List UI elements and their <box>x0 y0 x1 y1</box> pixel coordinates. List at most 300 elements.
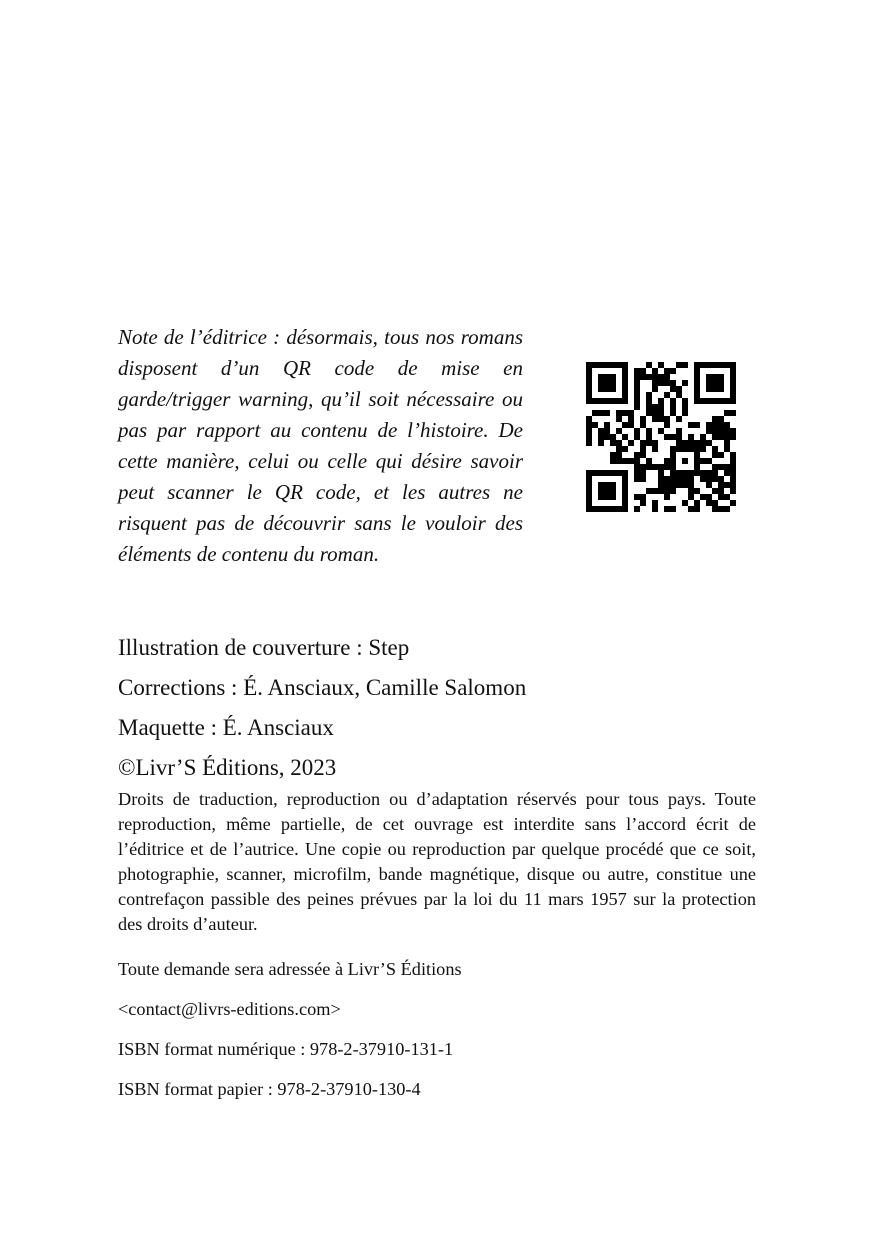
qr-module <box>598 440 604 446</box>
qr-module <box>640 368 646 374</box>
qr-module <box>688 440 694 446</box>
qr-module <box>658 482 664 488</box>
qr-module <box>586 488 592 494</box>
qr-module <box>706 428 712 434</box>
qr-module <box>586 482 592 488</box>
qr-module <box>730 428 736 434</box>
qr-module <box>646 362 652 368</box>
qr-module <box>724 434 730 440</box>
qr-module <box>616 446 622 452</box>
qr-module <box>682 470 688 476</box>
qr-module <box>598 380 604 386</box>
qr-module <box>652 464 658 470</box>
qr-module <box>724 446 730 452</box>
qr-module <box>724 494 730 500</box>
qr-module <box>586 494 592 500</box>
qr-module <box>670 458 676 464</box>
qr-module <box>622 374 628 380</box>
qr-module <box>610 506 616 512</box>
qr-module <box>586 500 592 506</box>
qr-module <box>694 488 700 494</box>
qr-module <box>706 440 712 446</box>
qr-module <box>670 488 676 494</box>
qr-module <box>730 398 736 404</box>
qr-module <box>640 422 646 428</box>
qr-module <box>652 374 658 380</box>
qr-module <box>694 470 700 476</box>
qr-module <box>622 422 628 428</box>
qr-module <box>694 374 700 380</box>
qr-module <box>718 428 724 434</box>
qr-module <box>676 434 682 440</box>
qr-module <box>712 470 718 476</box>
corrections-credit: Corrections : É. Ansciaux, Camille Salomon <box>118 675 527 700</box>
qr-module <box>616 428 622 434</box>
qr-module <box>670 368 676 374</box>
qr-module <box>616 362 622 368</box>
qr-module <box>652 416 658 422</box>
qr-module <box>634 392 640 398</box>
qr-module <box>670 398 676 404</box>
qr-module <box>664 380 670 386</box>
qr-module <box>634 368 640 374</box>
qr-module <box>688 482 694 488</box>
qr-module <box>592 398 598 404</box>
qr-module <box>730 392 736 398</box>
qr-module <box>640 500 646 506</box>
qr-module <box>640 374 646 380</box>
qr-module <box>694 362 700 368</box>
qr-module <box>622 380 628 386</box>
qr-module <box>724 464 730 470</box>
qr-module <box>652 404 658 410</box>
qr-module <box>586 374 592 380</box>
qr-module <box>652 446 658 452</box>
qr-module <box>688 476 694 482</box>
qr-module <box>634 404 640 410</box>
qr-module <box>592 422 598 428</box>
qr-module <box>688 470 694 476</box>
qr-module <box>610 380 616 386</box>
qr-module <box>592 470 598 476</box>
qr-module <box>694 422 700 428</box>
layout-credit: Maquette : É. Ansciaux <box>118 715 334 740</box>
qr-module <box>622 392 628 398</box>
qr-module <box>730 458 736 464</box>
qr-module <box>724 428 730 434</box>
qr-module <box>712 500 718 506</box>
qr-module <box>718 434 724 440</box>
qr-module <box>622 410 628 416</box>
qr-module <box>616 470 622 476</box>
qr-module <box>706 470 712 476</box>
qr-module <box>712 464 718 470</box>
qr-module <box>694 392 700 398</box>
qr-module <box>712 452 718 458</box>
qr-module <box>610 482 616 488</box>
qr-module <box>634 458 640 464</box>
qr-module <box>730 482 736 488</box>
qr-module <box>730 374 736 380</box>
qr-module <box>694 464 700 470</box>
qr-module <box>616 440 622 446</box>
qr-module <box>718 464 724 470</box>
qr-module <box>712 398 718 404</box>
qr-module <box>700 398 706 404</box>
qr-module <box>664 488 670 494</box>
qr-module <box>670 386 676 392</box>
qr-module <box>646 398 652 404</box>
qr-module <box>730 410 736 416</box>
qr-module <box>694 500 700 506</box>
qr-module <box>604 494 610 500</box>
qr-module <box>652 506 658 512</box>
qr-module <box>670 470 676 476</box>
qr-module <box>730 500 736 506</box>
qr-module <box>598 410 604 416</box>
qr-module <box>706 482 712 488</box>
qr-module <box>622 482 628 488</box>
qr-module <box>622 398 628 404</box>
qr-module <box>616 410 622 416</box>
qr-module <box>706 398 712 404</box>
qr-module <box>730 386 736 392</box>
qr-module <box>598 470 604 476</box>
qr-module <box>724 398 730 404</box>
qr-module <box>670 452 676 458</box>
qr-module <box>718 506 724 512</box>
qr-module <box>592 362 598 368</box>
qr-module <box>712 446 718 452</box>
qr-module <box>676 416 682 422</box>
qr-module <box>586 386 592 392</box>
qr-module <box>724 362 730 368</box>
qr-module <box>718 494 724 500</box>
qr-module <box>694 446 700 452</box>
qr-module <box>634 428 640 434</box>
qr-module <box>640 446 646 452</box>
qr-module <box>622 488 628 494</box>
qr-module <box>724 482 730 488</box>
publisher-note: Note de l’éditrice : désormais, tous nos romans disposent d’un QR code de mise en garde/trigger warning, qu’il soit nécessaire ou pas par rapport au contenu de l’histoire. De cette manière, celui ou celle qui désire savoir peut scanner le QR code, et les autres ne risquent pas de découvrir sans le vouloir des éléments de contenu du roman. <box>118 325 523 566</box>
qr-module <box>664 422 670 428</box>
qr-module <box>646 440 652 446</box>
qr-module <box>706 362 712 368</box>
qr-module <box>628 422 634 428</box>
qr-module <box>616 506 622 512</box>
qr-module <box>634 476 640 482</box>
qr-module <box>634 452 640 458</box>
qr-module <box>700 458 706 464</box>
contact-request: Toute demande sera adressée à Livr’S Éditions <box>118 959 462 979</box>
qr-module <box>652 410 658 416</box>
qr-module <box>670 380 676 386</box>
qr-module <box>604 362 610 368</box>
qr-module <box>652 386 658 392</box>
qr-module <box>598 374 604 380</box>
qr-module <box>604 482 610 488</box>
qr-module <box>724 422 730 428</box>
qr-module <box>670 404 676 410</box>
qr-module <box>700 362 706 368</box>
qr-module <box>688 494 694 500</box>
qr-module <box>706 476 712 482</box>
qr-module <box>730 452 736 458</box>
qr-module <box>586 434 592 440</box>
qr-module <box>610 386 616 392</box>
qr-module <box>658 470 664 476</box>
qr-module <box>682 440 688 446</box>
qr-module <box>694 440 700 446</box>
qr-module <box>604 428 610 434</box>
qr-module <box>622 362 628 368</box>
qr-module <box>718 374 724 380</box>
qr-module <box>664 374 670 380</box>
qr-module <box>610 440 616 446</box>
qr-module <box>622 434 628 440</box>
qr-module <box>628 440 634 446</box>
qr-module <box>622 368 628 374</box>
qr-module <box>610 374 616 380</box>
qr-module <box>610 488 616 494</box>
qr-module <box>712 476 718 482</box>
qr-module <box>646 404 652 410</box>
qr-module <box>592 506 598 512</box>
qr-module <box>622 470 628 476</box>
qr-module <box>598 506 604 512</box>
qr-module <box>676 362 682 368</box>
qr-module <box>586 428 592 434</box>
qr-module <box>718 398 724 404</box>
qr-module <box>604 380 610 386</box>
qr-module <box>682 482 688 488</box>
qr-module <box>694 452 700 458</box>
qr-module <box>694 386 700 392</box>
qr-module <box>652 380 658 386</box>
qr-module <box>610 362 616 368</box>
qr-module <box>622 476 628 482</box>
qr-module <box>670 464 676 470</box>
qr-module <box>718 476 724 482</box>
qr-module <box>634 386 640 392</box>
qr-module <box>670 476 676 482</box>
qr-module <box>598 482 604 488</box>
qr-module <box>610 398 616 404</box>
qr-module <box>664 368 670 374</box>
qr-module <box>706 494 712 500</box>
qr-module <box>730 380 736 386</box>
qr-module <box>634 494 640 500</box>
qr-module <box>646 374 652 380</box>
qr-module <box>610 434 616 440</box>
qr-module <box>598 386 604 392</box>
qr-module <box>712 488 718 494</box>
qr-module <box>688 506 694 512</box>
qr-module <box>664 464 670 470</box>
qr-module <box>664 416 670 422</box>
qr-module <box>670 410 676 416</box>
qr-module <box>586 368 592 374</box>
qr-module <box>616 416 622 422</box>
isbn-digital: ISBN format numérique : 978-2-37910-131-1 <box>118 1039 454 1059</box>
qr-module <box>586 470 592 476</box>
qr-module <box>682 476 688 482</box>
qr-module <box>676 386 682 392</box>
qr-module <box>730 464 736 470</box>
qr-module <box>616 398 622 404</box>
qr-module <box>658 380 664 386</box>
qr-module <box>646 458 652 464</box>
qr-module <box>586 440 592 446</box>
qr-module <box>658 464 664 470</box>
qr-module <box>712 422 718 428</box>
qr-module <box>664 434 670 440</box>
qr-module <box>676 476 682 482</box>
qr-module <box>598 398 604 404</box>
qr-module <box>718 488 724 494</box>
qr-module <box>676 446 682 452</box>
qr-module <box>664 476 670 482</box>
qr-module <box>646 428 652 434</box>
qr-module <box>700 446 706 452</box>
qr-module <box>730 470 736 476</box>
qr-module <box>634 434 640 440</box>
qr-module <box>598 488 604 494</box>
qr-module <box>688 434 694 440</box>
credits-block <box>118 628 758 788</box>
qr-module <box>730 476 736 482</box>
qr-module <box>706 380 712 386</box>
qr-module <box>670 446 676 452</box>
cover-illustration-credit: Illustration de couverture : Step <box>118 635 410 660</box>
qr-module <box>628 410 634 416</box>
qr-module <box>658 374 664 380</box>
qr-module <box>616 458 622 464</box>
qr-module <box>634 398 640 404</box>
contact-email[interactable]: <contact@livrs-editions.com> <box>118 999 341 1019</box>
qr-module <box>586 380 592 386</box>
qr-module <box>688 488 694 494</box>
copyright-line: ©Livr’S Éditions, 2023 <box>118 755 337 780</box>
qr-module <box>682 458 688 464</box>
qr-module <box>586 362 592 368</box>
qr-module <box>634 374 640 380</box>
qr-module <box>730 488 736 494</box>
qr-module <box>694 506 700 512</box>
qr-module <box>712 416 718 422</box>
qr-module <box>646 410 652 416</box>
qr-module <box>676 440 682 446</box>
qr-module <box>586 476 592 482</box>
qr-module <box>664 482 670 488</box>
qr-module <box>676 482 682 488</box>
qr-module <box>712 362 718 368</box>
qr-module <box>682 500 688 506</box>
qr-module <box>604 470 610 476</box>
qr-module <box>658 362 664 368</box>
qr-module <box>712 386 718 392</box>
qr-module <box>610 452 616 458</box>
qr-module <box>592 410 598 416</box>
qr-module <box>598 434 604 440</box>
qr-module <box>670 482 676 488</box>
isbn-paper: ISBN format papier : 978-2-37910-130-4 <box>118 1079 421 1099</box>
qr-module <box>586 416 592 422</box>
qr-module <box>658 488 664 494</box>
qr-module <box>664 494 670 500</box>
qr-module <box>676 392 682 398</box>
qr-module <box>664 458 670 464</box>
qr-module <box>712 380 718 386</box>
qr-module <box>712 428 718 434</box>
qr-module <box>688 446 694 452</box>
qr-module <box>640 476 646 482</box>
qr-module <box>616 452 622 458</box>
qr-module <box>640 416 646 422</box>
qr-module <box>676 470 682 476</box>
qr-module <box>724 410 730 416</box>
qr-module <box>682 362 688 368</box>
qr-module <box>604 506 610 512</box>
qr-module <box>706 386 712 392</box>
qr-module <box>646 392 652 398</box>
qr-module <box>676 428 682 434</box>
qr-module <box>712 506 718 512</box>
qr-module <box>682 404 688 410</box>
qr-module <box>718 452 724 458</box>
qr-module <box>652 368 658 374</box>
qr-module <box>628 416 634 422</box>
qr-module <box>670 506 676 512</box>
qr-module <box>640 452 646 458</box>
qr-module <box>634 464 640 470</box>
qr-module <box>700 470 706 476</box>
qr-module <box>622 506 628 512</box>
qr-module <box>640 440 646 446</box>
qr-module <box>640 494 646 500</box>
qr-module <box>682 380 688 386</box>
qr-module <box>664 392 670 398</box>
qr-module <box>634 470 640 476</box>
qr-module <box>628 458 634 464</box>
qr-module <box>694 398 700 404</box>
qr-module <box>670 434 676 440</box>
qr-module <box>706 458 712 464</box>
qr-module <box>622 500 628 506</box>
qr-module <box>718 386 724 392</box>
qr-module <box>622 458 628 464</box>
qr-module <box>682 446 688 452</box>
qr-module <box>610 458 616 464</box>
qr-code-icon[interactable] <box>586 362 736 512</box>
qr-module <box>652 440 658 446</box>
qr-module <box>694 458 700 464</box>
qr-module <box>658 416 664 422</box>
qr-module <box>658 404 664 410</box>
qr-module <box>712 434 718 440</box>
qr-module <box>718 482 724 488</box>
qr-module <box>658 410 664 416</box>
qr-module <box>730 434 736 440</box>
qr-module <box>712 374 718 380</box>
qr-module <box>610 494 616 500</box>
qr-module <box>646 488 652 494</box>
qr-module <box>598 428 604 434</box>
qr-module <box>610 470 616 476</box>
qr-module <box>604 410 610 416</box>
qr-module <box>586 398 592 404</box>
qr-module <box>604 398 610 404</box>
